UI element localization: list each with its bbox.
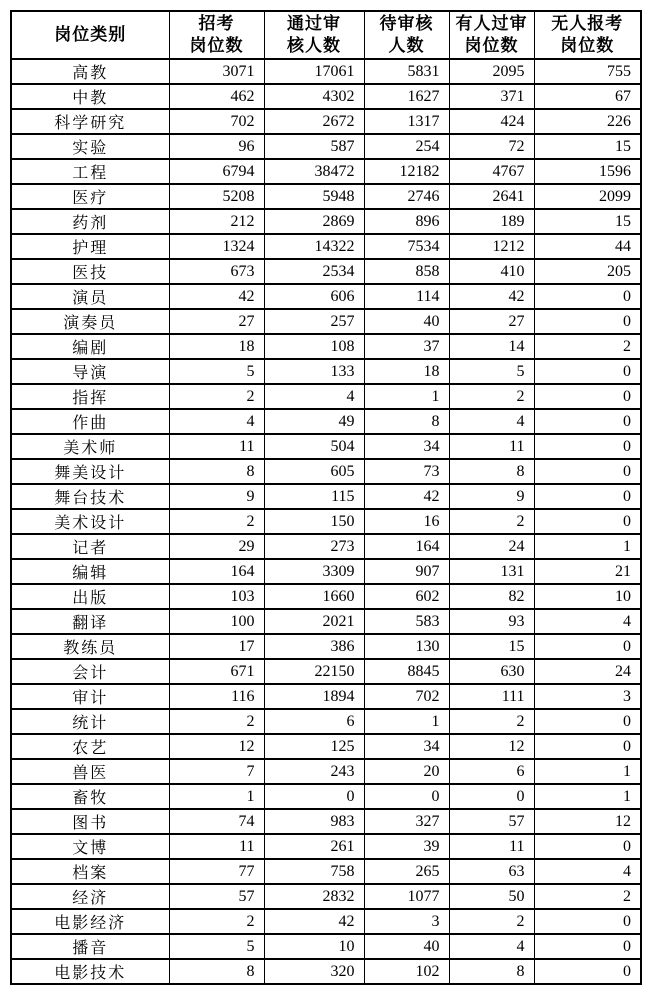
category-cell: 医疗 xyxy=(11,184,169,209)
value-cell-pending-applicants: 102 xyxy=(364,959,449,984)
value-cell-pending-applicants: 12182 xyxy=(364,159,449,184)
value-cell-positions-with-approved: 12 xyxy=(449,734,534,759)
value-cell-positions-no-applicants: 4 xyxy=(534,859,641,884)
value-cell-recruit-positions: 3071 xyxy=(169,59,264,84)
value-cell-positions-with-approved: 4767 xyxy=(449,159,534,184)
category-cell: 美术设计 xyxy=(11,509,169,534)
value-cell-positions-no-applicants: 3 xyxy=(534,684,641,709)
category-cell: 导演 xyxy=(11,359,169,384)
table-row xyxy=(11,334,641,359)
header-line: 岗位数 xyxy=(560,36,615,55)
category-cell: 出版 xyxy=(11,584,169,609)
table-row xyxy=(11,309,641,334)
column-header-positions-with-approved xyxy=(449,11,534,59)
table-row xyxy=(11,59,641,84)
value-cell-pending-applicants: 2746 xyxy=(364,184,449,209)
value-cell-positions-no-applicants: 67 xyxy=(534,84,641,109)
value-cell-approved-applicants: 504 xyxy=(264,434,364,459)
value-cell-positions-no-applicants: 15 xyxy=(534,134,641,159)
category-cell: 电影技术 xyxy=(11,959,169,984)
category-cell: 药剂 xyxy=(11,209,169,234)
value-cell-pending-applicants: 602 xyxy=(364,584,449,609)
value-cell-approved-applicants: 4 xyxy=(264,384,364,409)
table-row xyxy=(11,909,641,934)
value-cell-positions-no-applicants: 4 xyxy=(534,609,641,634)
value-cell-positions-no-applicants: 0 xyxy=(534,284,641,309)
value-cell-positions-no-applicants: 1 xyxy=(534,784,641,809)
value-cell-positions-with-approved: 189 xyxy=(449,209,534,234)
value-cell-approved-applicants: 606 xyxy=(264,284,364,309)
value-cell-positions-no-applicants: 0 xyxy=(534,434,641,459)
value-cell-approved-applicants: 386 xyxy=(264,634,364,659)
header-line: 核人数 xyxy=(287,36,341,55)
table-row xyxy=(11,109,641,134)
value-cell-recruit-positions: 17 xyxy=(169,634,264,659)
value-cell-pending-applicants: 7534 xyxy=(364,234,449,259)
column-header-approved-applicants xyxy=(264,11,364,59)
value-cell-pending-applicants: 1 xyxy=(364,384,449,409)
value-cell-pending-applicants: 8 xyxy=(364,409,449,434)
category-cell: 畜牧 xyxy=(11,784,169,809)
value-cell-approved-applicants: 150 xyxy=(264,509,364,534)
value-cell-positions-with-approved: 15 xyxy=(449,634,534,659)
job-category-stats-table xyxy=(10,10,642,985)
category-cell: 翻译 xyxy=(11,609,169,634)
value-cell-recruit-positions: 673 xyxy=(169,259,264,284)
category-cell: 统计 xyxy=(11,709,169,734)
category-cell: 演奏员 xyxy=(11,309,169,334)
table-row xyxy=(11,609,641,634)
table-row xyxy=(11,284,641,309)
header-line: 岗位数 xyxy=(189,36,244,55)
table-row xyxy=(11,259,641,284)
value-cell-pending-applicants: 164 xyxy=(364,534,449,559)
table-row xyxy=(11,884,641,909)
value-cell-positions-no-applicants: 1596 xyxy=(534,159,641,184)
value-cell-recruit-positions: 164 xyxy=(169,559,264,584)
value-cell-recruit-positions: 8 xyxy=(169,459,264,484)
table-row xyxy=(11,859,641,884)
value-cell-positions-no-applicants: 1 xyxy=(534,534,641,559)
value-cell-positions-with-approved: 8 xyxy=(449,459,534,484)
value-cell-pending-applicants: 18 xyxy=(364,359,449,384)
value-cell-recruit-positions: 2 xyxy=(169,384,264,409)
value-cell-approved-applicants: 605 xyxy=(264,459,364,484)
value-cell-pending-applicants: 8845 xyxy=(364,659,449,684)
value-cell-positions-no-applicants: 0 xyxy=(534,634,641,659)
header-line: 无人报考 xyxy=(551,14,624,33)
value-cell-pending-applicants: 130 xyxy=(364,634,449,659)
value-cell-recruit-positions: 77 xyxy=(169,859,264,884)
table-row xyxy=(11,434,641,459)
value-cell-positions-with-approved: 11 xyxy=(449,834,534,859)
value-cell-recruit-positions: 116 xyxy=(169,684,264,709)
value-cell-recruit-positions: 4 xyxy=(169,409,264,434)
table-row xyxy=(11,759,641,784)
table-row xyxy=(11,784,641,809)
value-cell-positions-with-approved: 93 xyxy=(449,609,534,634)
value-cell-approved-applicants: 22150 xyxy=(264,659,364,684)
value-cell-pending-applicants: 37 xyxy=(364,334,449,359)
column-header-recruit-positions xyxy=(169,11,264,59)
table-header xyxy=(11,11,641,59)
table-row xyxy=(11,709,641,734)
value-cell-positions-with-approved: 371 xyxy=(449,84,534,109)
value-cell-pending-applicants: 20 xyxy=(364,759,449,784)
value-cell-pending-applicants: 1077 xyxy=(364,884,449,909)
value-cell-pending-applicants: 5831 xyxy=(364,59,449,84)
value-cell-approved-applicants: 49 xyxy=(264,409,364,434)
header-line: 通过审 xyxy=(287,14,341,33)
value-cell-recruit-positions: 57 xyxy=(169,884,264,909)
value-cell-positions-with-approved: 4 xyxy=(449,409,534,434)
value-cell-pending-applicants: 583 xyxy=(364,609,449,634)
value-cell-recruit-positions: 11 xyxy=(169,834,264,859)
table-row xyxy=(11,584,641,609)
category-cell: 舞台技术 xyxy=(11,484,169,509)
value-cell-recruit-positions: 5208 xyxy=(169,184,264,209)
value-cell-recruit-positions: 5 xyxy=(169,934,264,959)
value-cell-recruit-positions: 96 xyxy=(169,134,264,159)
value-cell-positions-no-applicants: 12 xyxy=(534,809,641,834)
table-row xyxy=(11,809,641,834)
value-cell-approved-applicants: 5948 xyxy=(264,184,364,209)
value-cell-positions-with-approved: 9 xyxy=(449,484,534,509)
column-header-pending-applicants xyxy=(364,11,449,59)
header-line: 人数 xyxy=(388,36,425,55)
value-cell-positions-with-approved: 82 xyxy=(449,584,534,609)
category-cell: 教练员 xyxy=(11,634,169,659)
category-cell: 医技 xyxy=(11,259,169,284)
category-cell: 电影经济 xyxy=(11,909,169,934)
table-row xyxy=(11,559,641,584)
value-cell-recruit-positions: 100 xyxy=(169,609,264,634)
value-cell-recruit-positions: 702 xyxy=(169,109,264,134)
category-cell: 高教 xyxy=(11,59,169,84)
value-cell-approved-applicants: 257 xyxy=(264,309,364,334)
category-cell: 指挥 xyxy=(11,384,169,409)
value-cell-pending-applicants: 907 xyxy=(364,559,449,584)
value-cell-positions-with-approved: 2641 xyxy=(449,184,534,209)
value-cell-approved-applicants: 2534 xyxy=(264,259,364,284)
table-row xyxy=(11,509,641,534)
value-cell-approved-applicants: 14322 xyxy=(264,234,364,259)
value-cell-recruit-positions: 6794 xyxy=(169,159,264,184)
value-cell-recruit-positions: 5 xyxy=(169,359,264,384)
value-cell-pending-applicants: 858 xyxy=(364,259,449,284)
value-cell-positions-with-approved: 424 xyxy=(449,109,534,134)
value-cell-positions-with-approved: 11 xyxy=(449,434,534,459)
value-cell-positions-with-approved: 5 xyxy=(449,359,534,384)
value-cell-positions-no-applicants: 755 xyxy=(534,59,641,84)
value-cell-pending-applicants: 265 xyxy=(364,859,449,884)
value-cell-positions-no-applicants: 2 xyxy=(534,884,641,909)
table-row xyxy=(11,834,641,859)
value-cell-approved-applicants: 261 xyxy=(264,834,364,859)
value-cell-positions-no-applicants: 10 xyxy=(534,584,641,609)
value-cell-recruit-positions: 8 xyxy=(169,959,264,984)
value-cell-approved-applicants: 273 xyxy=(264,534,364,559)
value-cell-pending-applicants: 896 xyxy=(364,209,449,234)
category-cell: 文博 xyxy=(11,834,169,859)
value-cell-pending-applicants: 34 xyxy=(364,434,449,459)
value-cell-positions-with-approved: 2095 xyxy=(449,59,534,84)
value-cell-approved-applicants: 983 xyxy=(264,809,364,834)
value-cell-approved-applicants: 42 xyxy=(264,909,364,934)
value-cell-pending-applicants: 1627 xyxy=(364,84,449,109)
table-row xyxy=(11,659,641,684)
category-cell: 护理 xyxy=(11,234,169,259)
value-cell-pending-applicants: 40 xyxy=(364,309,449,334)
value-cell-positions-with-approved: 2 xyxy=(449,909,534,934)
value-cell-positions-no-applicants: 1 xyxy=(534,759,641,784)
value-cell-positions-no-applicants: 21 xyxy=(534,559,641,584)
value-cell-positions-with-approved: 2 xyxy=(449,709,534,734)
table-row xyxy=(11,209,641,234)
table-row xyxy=(11,459,641,484)
table-row xyxy=(11,634,641,659)
value-cell-recruit-positions: 18 xyxy=(169,334,264,359)
value-cell-positions-no-applicants: 0 xyxy=(534,484,641,509)
value-cell-positions-with-approved: 63 xyxy=(449,859,534,884)
category-cell: 播音 xyxy=(11,934,169,959)
value-cell-approved-applicants: 758 xyxy=(264,859,364,884)
value-cell-positions-with-approved: 14 xyxy=(449,334,534,359)
value-cell-positions-no-applicants: 0 xyxy=(534,509,641,534)
value-cell-pending-applicants: 16 xyxy=(364,509,449,534)
value-cell-positions-with-approved: 2 xyxy=(449,509,534,534)
value-cell-positions-with-approved: 0 xyxy=(449,784,534,809)
value-cell-approved-applicants: 133 xyxy=(264,359,364,384)
value-cell-positions-with-approved: 4 xyxy=(449,934,534,959)
category-cell: 图书 xyxy=(11,809,169,834)
value-cell-positions-with-approved: 72 xyxy=(449,134,534,159)
value-cell-positions-no-applicants: 2099 xyxy=(534,184,641,209)
value-cell-approved-applicants: 115 xyxy=(264,484,364,509)
header-line: 岗位类别 xyxy=(54,25,127,44)
value-cell-approved-applicants: 10 xyxy=(264,934,364,959)
value-cell-pending-applicants: 39 xyxy=(364,834,449,859)
value-cell-positions-with-approved: 24 xyxy=(449,534,534,559)
category-cell: 记者 xyxy=(11,534,169,559)
value-cell-approved-applicants: 3309 xyxy=(264,559,364,584)
header-line: 待审核 xyxy=(379,14,434,33)
value-cell-approved-applicants: 2021 xyxy=(264,609,364,634)
table-row xyxy=(11,84,641,109)
value-cell-positions-no-applicants: 15 xyxy=(534,209,641,234)
value-cell-approved-applicants: 4302 xyxy=(264,84,364,109)
category-cell: 经济 xyxy=(11,884,169,909)
value-cell-positions-no-applicants: 0 xyxy=(534,909,641,934)
value-cell-recruit-positions: 462 xyxy=(169,84,264,109)
category-cell: 编辑 xyxy=(11,559,169,584)
table-row xyxy=(11,734,641,759)
category-cell: 实验 xyxy=(11,134,169,159)
value-cell-pending-applicants: 254 xyxy=(364,134,449,159)
value-cell-recruit-positions: 7 xyxy=(169,759,264,784)
value-cell-approved-applicants: 1660 xyxy=(264,584,364,609)
table-row xyxy=(11,934,641,959)
value-cell-recruit-positions: 2 xyxy=(169,509,264,534)
value-cell-positions-with-approved: 27 xyxy=(449,309,534,334)
value-cell-pending-applicants: 0 xyxy=(364,784,449,809)
value-cell-positions-no-applicants: 0 xyxy=(534,709,641,734)
value-cell-approved-applicants: 108 xyxy=(264,334,364,359)
value-cell-recruit-positions: 671 xyxy=(169,659,264,684)
value-cell-positions-no-applicants: 44 xyxy=(534,234,641,259)
value-cell-positions-with-approved: 630 xyxy=(449,659,534,684)
table-row xyxy=(11,684,641,709)
category-cell: 工程 xyxy=(11,159,169,184)
value-cell-positions-no-applicants: 0 xyxy=(534,309,641,334)
value-cell-positions-no-applicants: 0 xyxy=(534,384,641,409)
category-cell: 编剧 xyxy=(11,334,169,359)
value-cell-positions-with-approved: 42 xyxy=(449,284,534,309)
category-cell: 审计 xyxy=(11,684,169,709)
value-cell-positions-with-approved: 57 xyxy=(449,809,534,834)
table-row xyxy=(11,184,641,209)
value-cell-pending-applicants: 3 xyxy=(364,909,449,934)
header-line: 岗位数 xyxy=(464,36,519,55)
value-cell-recruit-positions: 12 xyxy=(169,734,264,759)
value-cell-approved-applicants: 2832 xyxy=(264,884,364,909)
value-cell-positions-no-applicants: 205 xyxy=(534,259,641,284)
category-cell: 演员 xyxy=(11,284,169,309)
value-cell-approved-applicants: 243 xyxy=(264,759,364,784)
value-cell-pending-applicants: 40 xyxy=(364,934,449,959)
table-row xyxy=(11,134,641,159)
value-cell-approved-applicants: 38472 xyxy=(264,159,364,184)
value-cell-positions-with-approved: 111 xyxy=(449,684,534,709)
value-cell-positions-no-applicants: 0 xyxy=(534,734,641,759)
value-cell-recruit-positions: 1 xyxy=(169,784,264,809)
value-cell-recruit-positions: 2 xyxy=(169,709,264,734)
table-row xyxy=(11,234,641,259)
table-body xyxy=(11,59,641,984)
value-cell-approved-applicants: 587 xyxy=(264,134,364,159)
table-row xyxy=(11,534,641,559)
value-cell-positions-with-approved: 6 xyxy=(449,759,534,784)
category-cell: 档案 xyxy=(11,859,169,884)
value-cell-positions-no-applicants: 226 xyxy=(534,109,641,134)
value-cell-approved-applicants: 1894 xyxy=(264,684,364,709)
value-cell-recruit-positions: 1324 xyxy=(169,234,264,259)
value-cell-recruit-positions: 74 xyxy=(169,809,264,834)
value-cell-approved-applicants: 2672 xyxy=(264,109,364,134)
value-cell-positions-no-applicants: 0 xyxy=(534,959,641,984)
value-cell-pending-applicants: 702 xyxy=(364,684,449,709)
value-cell-positions-no-applicants: 0 xyxy=(534,834,641,859)
value-cell-pending-applicants: 327 xyxy=(364,809,449,834)
value-cell-pending-applicants: 73 xyxy=(364,459,449,484)
value-cell-approved-applicants: 2869 xyxy=(264,209,364,234)
value-cell-positions-with-approved: 2 xyxy=(449,384,534,409)
value-cell-recruit-positions: 2 xyxy=(169,909,264,934)
value-cell-approved-applicants: 320 xyxy=(264,959,364,984)
value-cell-pending-applicants: 114 xyxy=(364,284,449,309)
column-header-category xyxy=(11,11,169,59)
value-cell-positions-with-approved: 131 xyxy=(449,559,534,584)
header-row xyxy=(11,11,641,59)
table-row xyxy=(11,384,641,409)
table-row xyxy=(11,484,641,509)
category-cell: 中教 xyxy=(11,84,169,109)
value-cell-pending-applicants: 42 xyxy=(364,484,449,509)
category-cell: 农艺 xyxy=(11,734,169,759)
value-cell-approved-applicants: 0 xyxy=(264,784,364,809)
value-cell-recruit-positions: 212 xyxy=(169,209,264,234)
value-cell-recruit-positions: 103 xyxy=(169,584,264,609)
value-cell-recruit-positions: 11 xyxy=(169,434,264,459)
value-cell-positions-no-applicants: 0 xyxy=(534,409,641,434)
category-cell: 美术师 xyxy=(11,434,169,459)
table-row xyxy=(11,959,641,984)
header-line: 有人过审 xyxy=(455,14,528,33)
value-cell-positions-with-approved: 410 xyxy=(449,259,534,284)
table-row xyxy=(11,359,641,384)
value-cell-recruit-positions: 9 xyxy=(169,484,264,509)
value-cell-recruit-positions: 29 xyxy=(169,534,264,559)
value-cell-positions-no-applicants: 0 xyxy=(534,459,641,484)
value-cell-pending-applicants: 1317 xyxy=(364,109,449,134)
table-row xyxy=(11,409,641,434)
header-line: 招考 xyxy=(198,14,235,33)
category-cell: 科学研究 xyxy=(11,109,169,134)
value-cell-positions-no-applicants: 0 xyxy=(534,934,641,959)
category-cell: 兽医 xyxy=(11,759,169,784)
value-cell-recruit-positions: 42 xyxy=(169,284,264,309)
table-row xyxy=(11,159,641,184)
value-cell-positions-no-applicants: 24 xyxy=(534,659,641,684)
value-cell-recruit-positions: 27 xyxy=(169,309,264,334)
category-cell: 作曲 xyxy=(11,409,169,434)
value-cell-positions-with-approved: 1212 xyxy=(449,234,534,259)
value-cell-pending-applicants: 34 xyxy=(364,734,449,759)
value-cell-positions-with-approved: 8 xyxy=(449,959,534,984)
value-cell-approved-applicants: 6 xyxy=(264,709,364,734)
value-cell-positions-no-applicants: 0 xyxy=(534,359,641,384)
value-cell-positions-with-approved: 50 xyxy=(449,884,534,909)
category-cell: 舞美设计 xyxy=(11,459,169,484)
category-cell: 会计 xyxy=(11,659,169,684)
value-cell-approved-applicants: 125 xyxy=(264,734,364,759)
value-cell-positions-no-applicants: 2 xyxy=(534,334,641,359)
column-header-positions-no-applicants xyxy=(534,11,641,59)
value-cell-pending-applicants: 1 xyxy=(364,709,449,734)
value-cell-approved-applicants: 17061 xyxy=(264,59,364,84)
